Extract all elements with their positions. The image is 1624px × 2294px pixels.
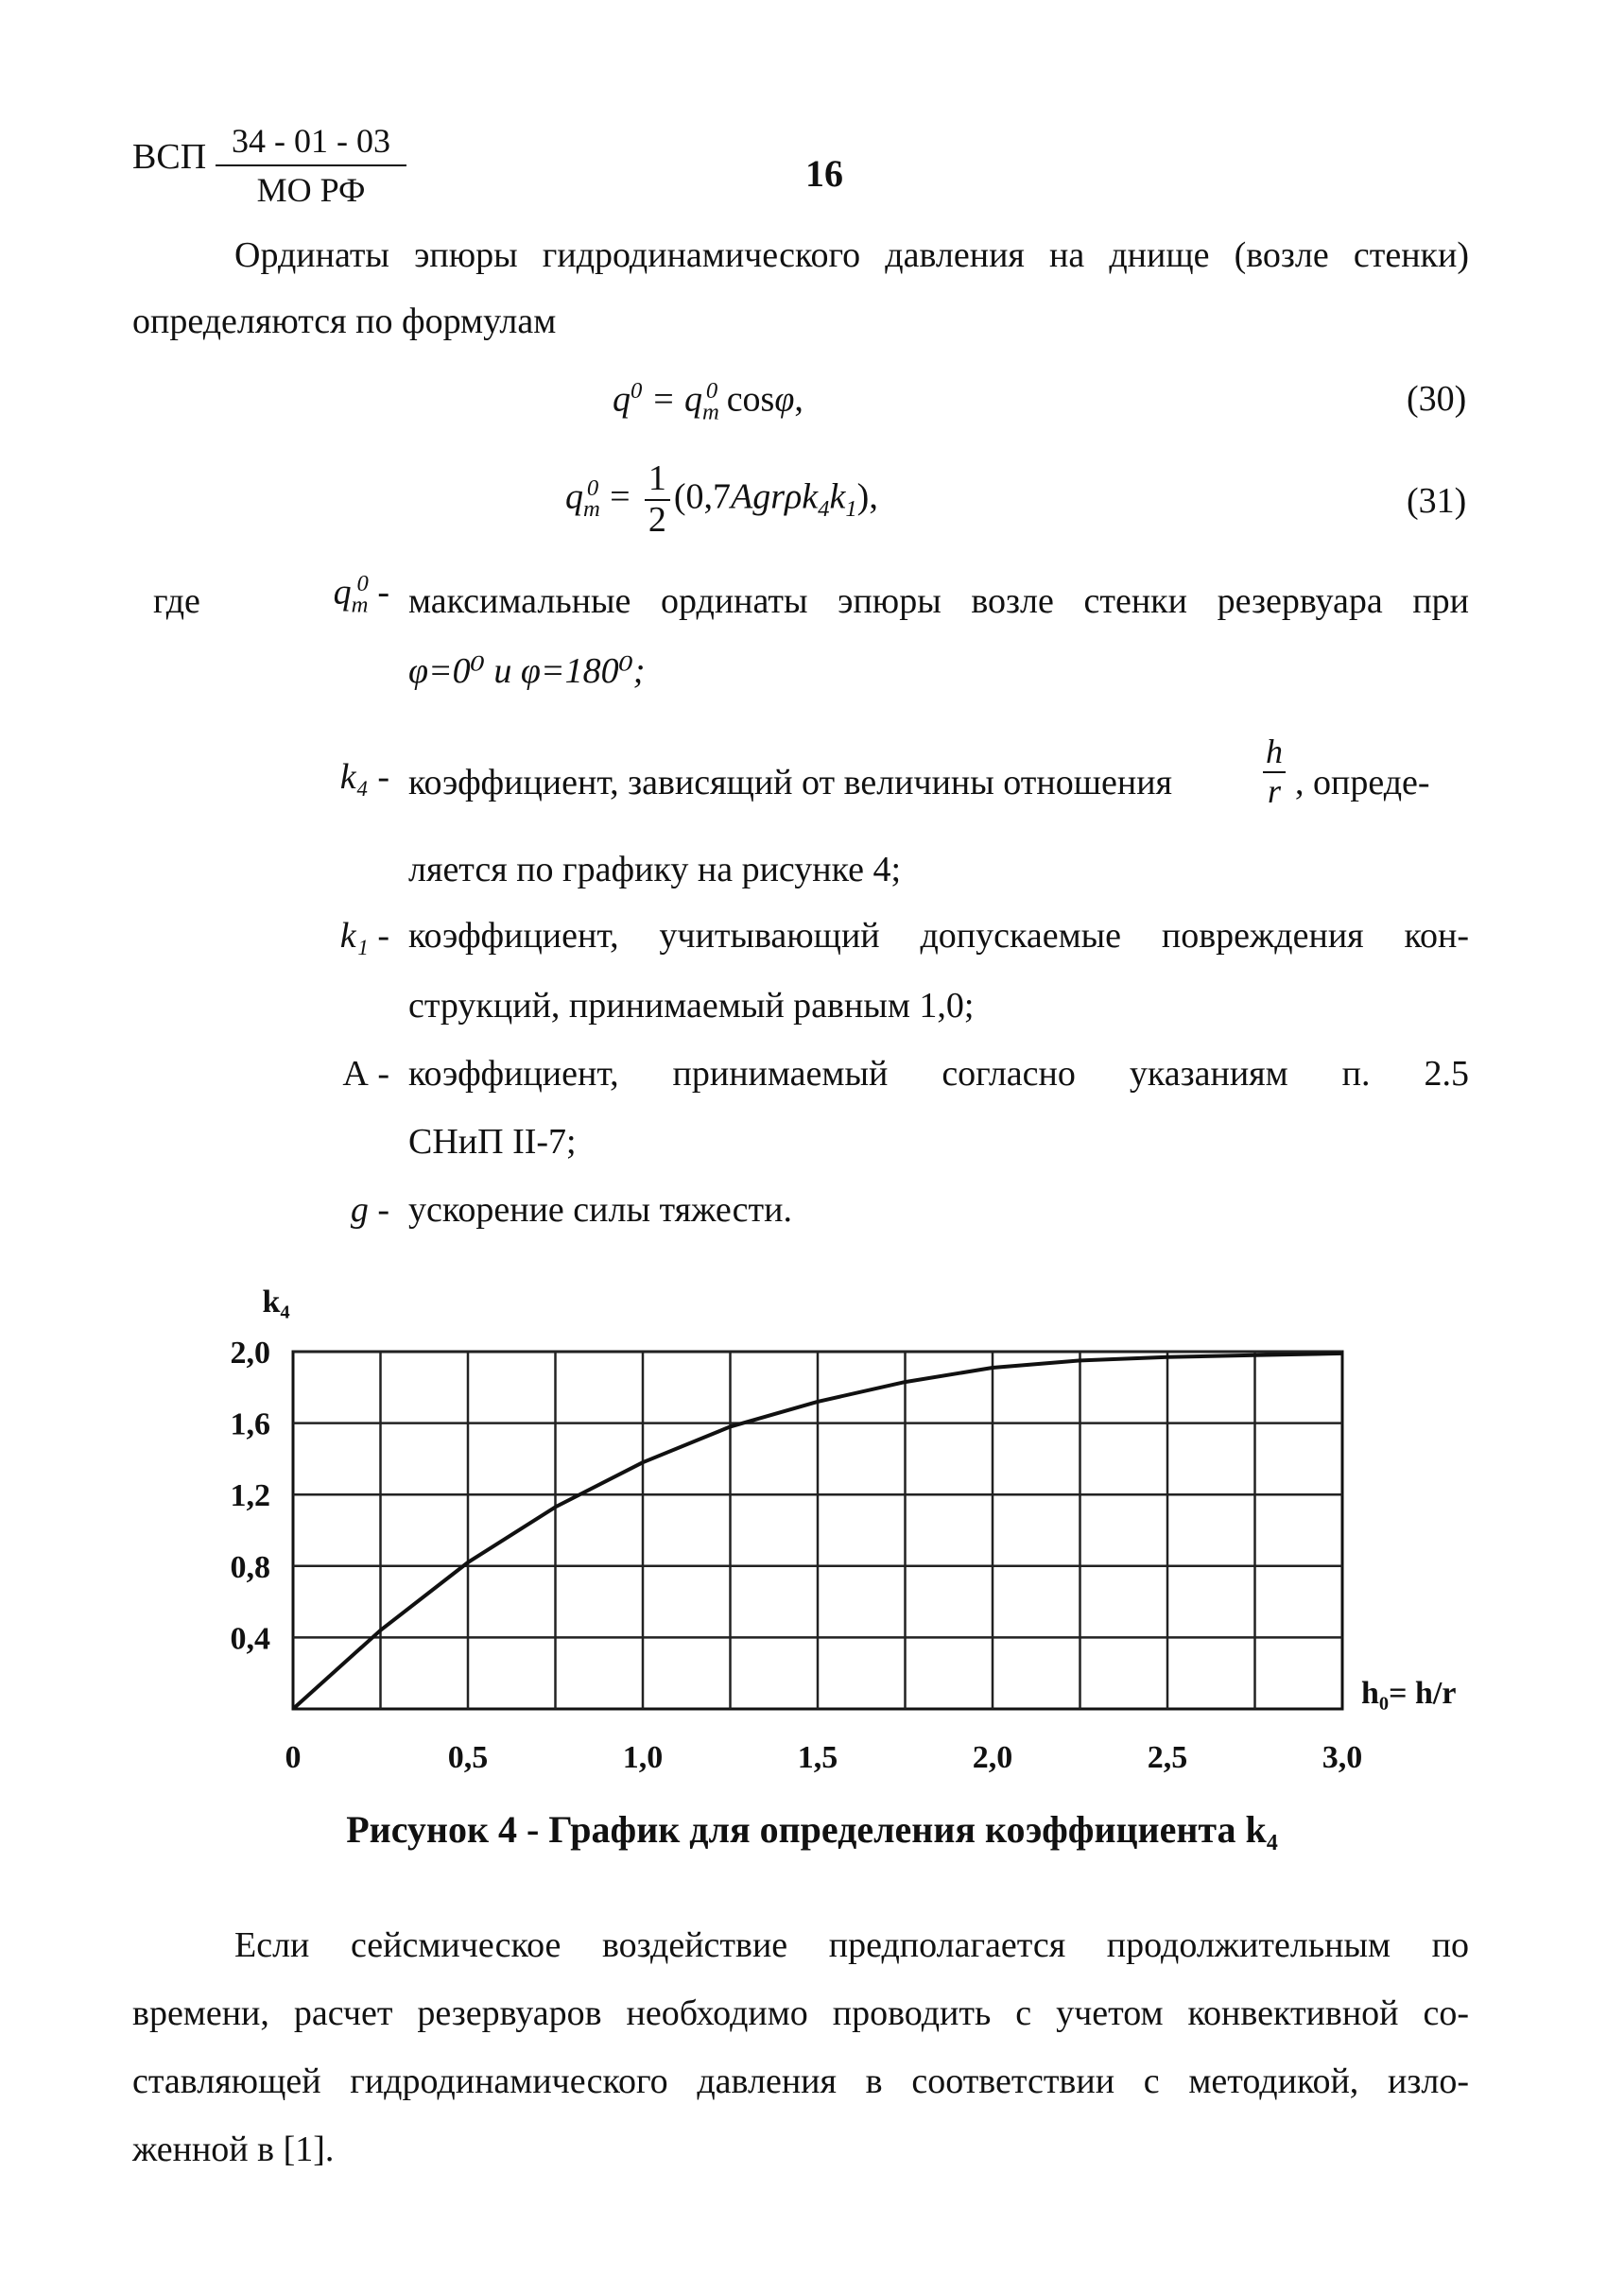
document-code-top: 34 - 01 - 03 (216, 121, 406, 166)
x-tick-label: 2,5 (1147, 1740, 1188, 1775)
definition-k4-line-1: коэффициент, зависящий от величины отношения (408, 763, 1173, 802)
h-over-r-fraction: h r (1263, 733, 1286, 810)
definition-symbol-A: А - (342, 1054, 389, 1094)
formula-30: $q^0 = q_m^0$ cosφ, (613, 378, 803, 425)
definition-A-line-1: коэффициент, принимаемый согласно указаниям п. 2.5 (408, 1054, 1469, 1094)
equation-number-31: (31) (1407, 481, 1467, 521)
x-tick-label: 1,5 (797, 1740, 838, 1775)
x-tick-label: 2,0 (972, 1740, 1013, 1775)
document-code-prefix: ВСП (132, 137, 207, 177)
definition-k1-line-1: коэффициент, учитывающий допускаемые повреждения кон- (408, 916, 1469, 956)
x-axis-label: h₀= h/r (1361, 1676, 1457, 1711)
closing-line-4: женной в [1]. (132, 2130, 335, 2169)
definition-k1-line-2: струкций, принимаемый равным 1,0; (408, 986, 975, 1026)
intro-line-2: определяются по формулам (132, 302, 557, 341)
formula-31: $q_m^0$ = $\frac{1}{2}$ $(0,7Agr\rho k_4k_1)$, (565, 458, 878, 540)
figure-caption: Рисунок 4 - График для определения коэффициента k₄ (346, 1808, 1278, 1851)
closing-line-1: Если сейсмическое воздействие предполагается продолжительным по (234, 1925, 1469, 1965)
definition-g-line-1: ускорение силы тяжести. (408, 1190, 792, 1230)
definition-symbol-k4: k₄ - (339, 757, 389, 797)
intro-line-1: Ординаты эпюры гидродинамического давления на днище (возле стенки) (234, 235, 1469, 275)
definition-symbol-g: g - (350, 1190, 389, 1230)
definition-A-line-2: СНиП II-7; (408, 1122, 577, 1162)
closing-line-3: ставляющей гидродинамического давления в соответствии с методикой, изло- (132, 2061, 1469, 2101)
definition-k4-line-1-end: , опреде- (1295, 763, 1430, 802)
x-tick-label: 0 (285, 1740, 302, 1775)
y-tick-label: 0,4 (230, 1621, 270, 1657)
document-code-fraction (216, 121, 406, 210)
x-tick-label: 1,0 (622, 1740, 664, 1775)
definition-symbol-qm0: $q_m^0$ - (333, 571, 389, 618)
where-label: где (153, 581, 200, 621)
page-number: 16 (805, 152, 843, 195)
y-tick-label: 0,8 (230, 1549, 270, 1585)
definition-symbol-k1: k₁ - (339, 916, 389, 956)
x-tick-label: 3,0 (1322, 1740, 1363, 1775)
document-code-bottom: МО РФ (256, 171, 366, 209)
definition-k4-line-2: ляется по графику на рисунке 4; (408, 850, 902, 889)
y-axis-label: k₄ (262, 1285, 290, 1319)
y-tick-label: 1,2 (230, 1478, 270, 1514)
closing-line-2: времени, расчет резервуаров необходимо проводить с учетом конвективной со- (132, 1993, 1469, 2033)
equation-number-30: (30) (1407, 379, 1467, 419)
x-tick-label: 0,5 (447, 1740, 489, 1775)
y-tick-label: 2,0 (230, 1336, 270, 1371)
definition-qm0-line-2: φ=0⁰ и φ=180⁰; (408, 651, 646, 691)
definition-qm0-line-1: максимальные ординаты эпюры возле стенки резервуара при (408, 581, 1469, 621)
y-tick-label: 1,6 (230, 1406, 270, 1442)
k4-chart (189, 1276, 1475, 1777)
